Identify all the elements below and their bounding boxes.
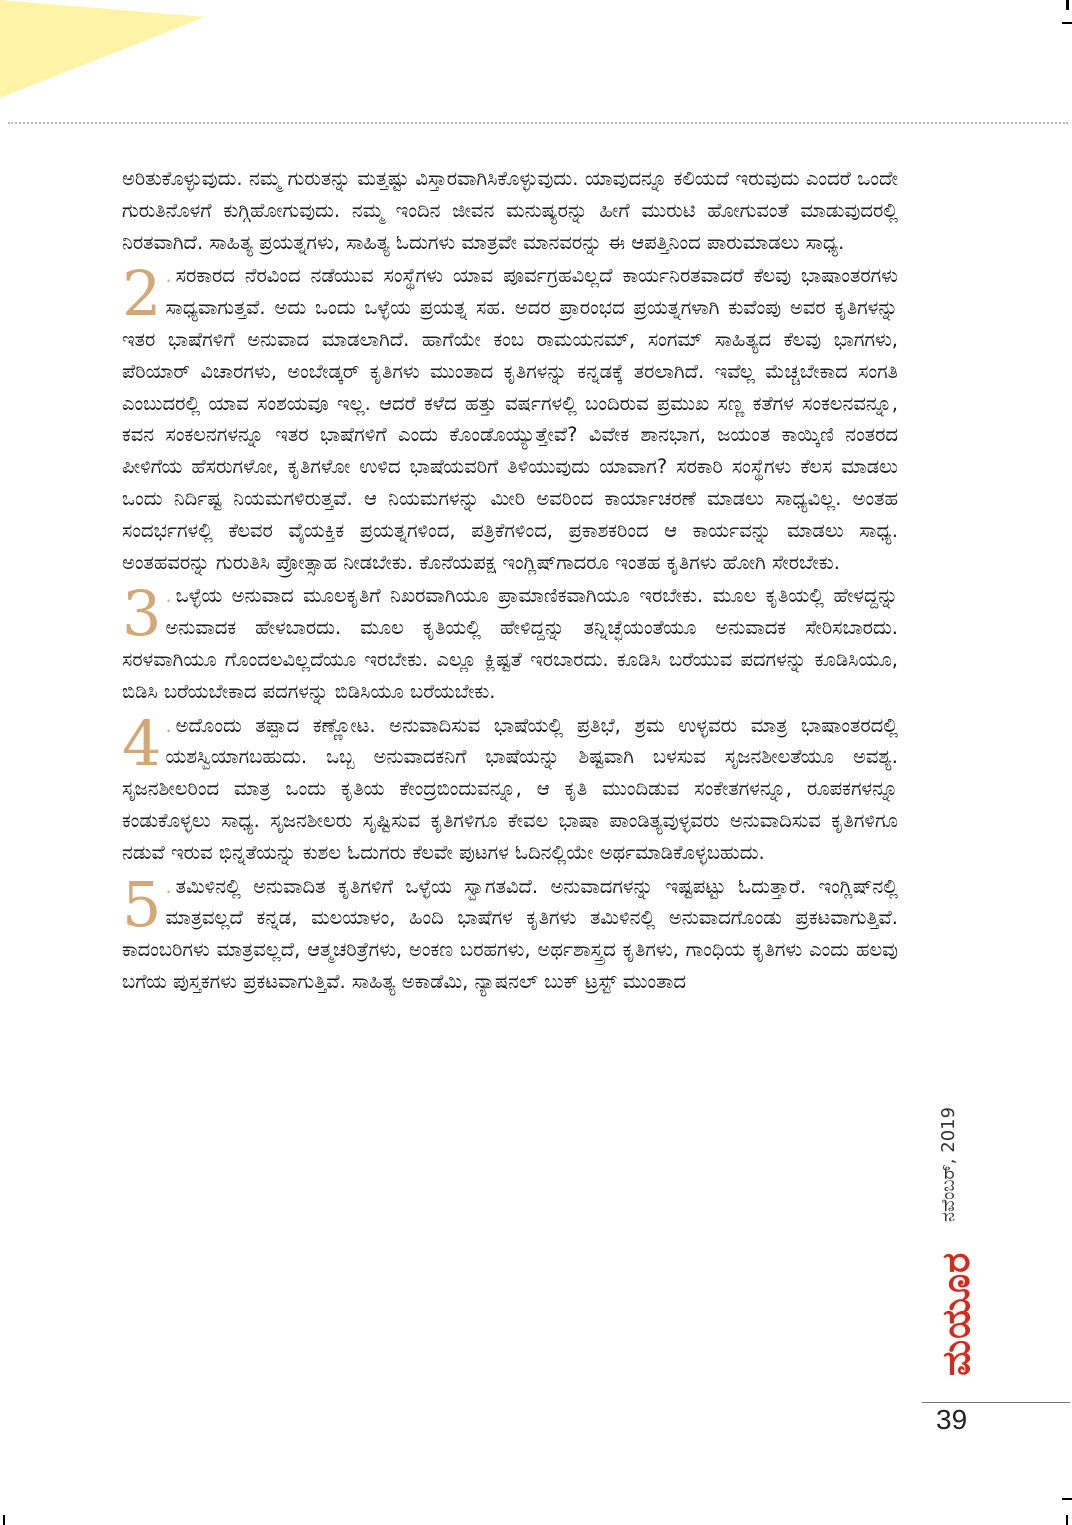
point-3-text: ಒಳ್ಳೆಯ ಅನುವಾದ ಮೂಲಕೃತಿಗೆ ನಿಖರವಾಗಿಯೂ ಪ್ರಾಮಾಣಿಕವಾಗಿಯೂ ಇರಬೇಕು. ಮೂಲ ಕೃತಿಯಲ್ಲಿ ಹೇಳದ್ದನ್ನು ಅನುವಾದಕ ಹೇಳಬಾರದು. ಮೂಲ ಕೃತಿಯಲ್ಲಿ ಹೇಳಿದ್ದನ್ನು ತನ್ನಿಚ್ಛೆಯಂತೆಯೂ ಅನುವಾದಕ ಸೇರಿಸಬಾರದು. ಸರಳವಾಗಿಯೂ ಗೊಂದಲವಿಲ್ಲದೆಯೂ ಇರಬೇಕು. ಎಲ್ಲೂ ಕ್ಲಿಷ್ಟತೆ ಇರಬಾರದು. ಕೂಡಿಸಿ ಬರೆಯುವ ಪದಗಳನ್ನು ಕೂಡಿಸಿಯೂ, ಬಿಡಿಸಿ ಬರೆಯಬೇಕಾದ ಪದಗಳನ್ನು ಬಿಡಿಸಿಯೂ ಬರೆಯಬೇಕು. [122, 584, 898, 703]
point-5-dot: . [165, 874, 172, 898]
page-number: 39 [936, 1404, 968, 1435]
crop-mark-bottom-right [1066, 1515, 1068, 1525]
point-2-number: 2 [122, 257, 162, 331]
crop-mark-right-bottom [1062, 1498, 1072, 1500]
crop-mark-top-right [1066, 0, 1069, 10]
point-4-text: ಅದೊಂದು ತಪ್ಪಾದ ಕಣ್ಣೋಟ. ಅನುವಾದಿಸುವ ಭಾಷೆಯಲ್ಲಿ ಪ್ರತಿಭೆ, ಶ್ರಮ ಉಳ್ಳವರು ಮಾತ್ರ ಭಾಷಾಂತರದಲ್ಲಿ ಯಶಸ್ವಿಯಾಗಬಹುದು. ಒಬ್ಬ ಅನುವಾದಕನಿಗೆ ಭಾಷೆಯನ್ನು ಶಿಷ್ಟವಾಗಿ ಬಳಸುವ ಸೃಜನಶೀಲತೆಯೂ ಅವಶ್ಯ. ಸೃಜನಶೀಲರಿಂದ ಮಾತ್ರ ಒಂದು ಕೃತಿಯ ಕೇಂದ್ರಬಿಂದುವನ್ನೂ, ಆ ಕೃತಿ ಮುಂದಿಡುವ ಸಂಕೇತಗಳನ್ನೂ, ರೂಪಕಗಳನ್ನೂ ಕಂಡುಕೊಳ್ಳಲು ಸಾಧ್ಯ. ಸೃಜನಶೀಲರು ಸೃಷ್ಟಿಸುವ ಕೃತಿಗಳಿಗೂ ಕೇವಲ ಭಾಷಾ ಪಾಂಡಿತ್ಯವುಳ್ಳವರು ಅನುವಾದಿಸುವ ಕೃತಿಗಳಿಗೂ ನಡುವೆ ಇರುವ ಭಿನ್ನತೆಯನ್ನು ಕುಶಲ ಓದುಗರು ಕೆಲವೇ ಪುಟಗಳ ಓದಿನಲ್ಲಿಯೇ ಅರ್ಥಮಾಡಿಕೊಳ್ಳಬಹುದು. [122, 713, 898, 864]
point-3-dot: . [165, 584, 172, 608]
crop-mark-bottom-left [3, 1515, 5, 1525]
point-5-paragraph [122, 867, 898, 998]
point-5-number: 5 [122, 867, 162, 941]
point-4-paragraph [122, 706, 898, 869]
header-dotted-rule [8, 122, 1068, 124]
point-4-number: 4 [122, 706, 162, 780]
point-2-dot: . [165, 264, 172, 288]
crop-mark-right-top [1062, 22, 1072, 24]
article-body [122, 163, 898, 1000]
point-4-dot: . [165, 713, 172, 737]
page-number-rule [922, 1402, 1070, 1403]
point-5-text: ತಮಿಳಿನಲ್ಲಿ ಅನುವಾದಿತ ಕೃತಿಗಳಿಗೆ ಒಳ್ಳೆಯ ಸ್ವಾಗತವಿದೆ. ಅನುವಾದಗಳನ್ನು ಇಷ್ಟಪಟ್ಟು ಓದುತ್ತಾರೆ. ಇಂಗ್ಲಿಷ್‌ನಲ್ಲಿ ಮಾತ್ರವಲ್ಲದೆ ಕನ್ನಡ, ಮಲಯಾಳಂ, ಹಿಂದಿ ಭಾಷೆಗಳ ಕೃತಿಗಳು ತಮಿಳಿನಲ್ಲಿ ಅನುವಾದಗೊಂಡು ಪ್ರಕಟವಾಗುತ್ತಿವೆ. ಕಾದಂಬರಿಗಳು ಮಾತ್ರವಲ್ಲದೆ, ಆತ್ಮಚರಿತ್ರೆಗಳು, ಅಂಕಣ ಬರಹಗಳು, ಅರ್ಥಶಾಸ್ತ್ರದ ಕೃತಿಗಳು, ಗಾಂಧಿಯ ಕೃತಿಗಳು ಎಂದು ಹಲವು ಬಗೆಯ ಪುಸ್ತಕಗಳು ಪ್ರಕಟವಾಗುತ್ತಿವೆ. ಸಾಹಿತ್ಯ ಅಕಾಡೆಮಿ, ನ್ಯಾಷನಲ್ ಬುಕ್ ಟ್ರಸ್ಟ್ ಮುಂತಾದ [122, 874, 898, 993]
magazine-logo: ಮಯೂರ [934, 1251, 978, 1376]
point-3-number: 3 [122, 577, 162, 651]
point-3-paragraph [122, 577, 898, 707]
point-2-paragraph [122, 257, 898, 578]
intro-paragraph: ಅರಿತುಕೊಳ್ಳುವುದು. ನಮ್ಮ ಗುರುತನ್ನು ಮತ್ತಷ್ಟು ವಿಸ್ತಾರವಾಗಿಸಿಕೊಳ್ಳುವುದು. ಯಾವುದನ್ನೂ ಕಲಿಯದೆ ಇರುವುದು ಎಂದರೆ ಒಂದೇ ಗುರುತಿನೊಳಗೆ ಕುಗ್ಗಿಹೋಗುವುದು. ನಮ್ಮ ಇಂದಿನ ಜೀವನ ಮನುಷ್ಯರನ್ನು ಹೀಗೆ ಮುರುಟಿ ಹೋಗುವಂತೆ ಮಾಡುವುದರಲ್ಲಿ ನಿರತವಾಗಿದೆ. ಸಾಹಿತ್ಯ ಪ್ರಯತ್ನಗಳು, ಸಾಹಿತ್ಯ ಓದುಗಳು ಮಾತ್ರವೇ ಮಾನವರನ್ನು ಈ ಆಪತ್ತಿನಿಂದ ಪಾರುಮಾಡಲು ಸಾಧ್ಯ. [122, 167, 898, 254]
issue-date: ನವೆಂಬರ್, 2019 [938, 1106, 959, 1222]
corner-triangle-decoration [0, 0, 210, 100]
point-2-text: ಸರಕಾರದ ನೆರವಿಂದ ನಡೆಯುವ ಸಂಸ್ಥೆಗಳು ಯಾವ ಪೂರ್ವಗ್ರಹವಿಲ್ಲದೆ ಕಾರ್ಯನಿರತವಾದರೆ ಕೆಲವು ಭಾಷಾಂತರಗಳು ಸಾಧ್ಯವಾಗುತ್ತವೆ. ಅದು ಒಂದು ಒಳ್ಳೆಯ ಪ್ರಯತ್ನ ಸಹ. ಅದರ ಪ್ರಾರಂಭದ ಪ್ರಯತ್ನಗಳಾಗಿ ಕುವೆಂಪು ಅವರ ಕೃತಿಗಳನ್ನು ಇತರ ಭಾಷೆಗಳಿಗೆ ಅನುವಾದ ಮಾಡಲಾಗಿದೆ. ಹಾಗೆಯೇ ಕಂಬ ರಾಮಯನಮ್, ಸಂಗಮ್ ಸಾಹಿತ್ಯದ ಕೆಲವು ಭಾಗಗಳು, ಪೆರಿಯಾರ್ ವಿಚಾರಗಳು, ಅಂಬೇಡ್ಕರ್ ಕೃತಿಗಳು ಮುಂತಾದ ಕೃತಿಗಳನ್ನು ಕನ್ನಡಕ್ಕೆ ತರಲಾಗಿದೆ. ಇವೆಲ್ಲ ಮೆಚ್ಚಬೇಕಾದ ಸಂಗತಿ ಎಂಬುದರಲ್ಲಿ ಯಾವ ಸಂಶಯವೂ ಇಲ್ಲ. ಆದರೆ ಕಳೆದ ಹತ್ತು ವರ್ಷಗಳಲ್ಲಿ ಬಂದಿರುವ ಪ್ರಮುಖ ಸಣ್ಣ ಕತೆಗಳ ಸಂಕಲನವನ್ನೂ, ಕವನ ಸಂಕಲನಗಳನ್ನೂ ಇತರ ಭಾಷೆಗಳಿಗೆ ಎಂದು ಕೊಂಡೊಯ್ಯುತ್ತೇವೆ? ವಿವೇಕ ಶಾನಭಾಗ, ಜಯಂತ ಕಾಯ್ಕಿಣಿ ನಂತರದ ಪೀಳಿಗೆಯ ಹೆಸರುಗಳೋ, ಕೃತಿಗಳೋ ಉಳಿದ ಭಾಷೆಯವರಿಗೆ ತಿಳಿಯುವುದು ಯಾವಾಗ? ಸರಕಾರಿ ಸಂಸ್ಥೆಗಳು ಕೆಲಸ ಮಾಡಲು ಒಂದು ನಿರ್ದಿಷ್ಟ ನಿಯಮಗಳಿರುತ್ತವೆ. ಆ ನಿಯಮಗಳನ್ನು ಮೀರಿ ಅವರಿಂದ ಕಾರ್ಯಾಚರಣೆ ಮಾಡಲು ಸಾಧ್ಯವಿಲ್ಲ. ಅಂತಹ ಸಂದರ್ಭಗಳಲ್ಲಿ ಕೆಲವರ ವೈಯಕ್ತಿಕ ಪ್ರಯತ್ನಗಳಿಂದ, ಪತ್ರಿಕೆಗಳಿಂದ, ಪ್ರಕಾಶಕರಿಂದ ಆ ಕಾರ್ಯವನ್ನು ಮಾಡಲು ಸಾಧ್ಯ. ಅಂತಹವರನ್ನು ಗುರುತಿಸಿ ಪ್ರೋತ್ಸಾಹ ನೀಡಬೇಕು. ಕೊನೆಯಪಕ್ಷ ಇಂಗ್ಲಿಷ್‌ಗಾದರೂ ಇಂತಹ ಕೃತಿಗಳು ಹೋಗಿ ಸೇರಬೇಕು. [122, 264, 898, 574]
